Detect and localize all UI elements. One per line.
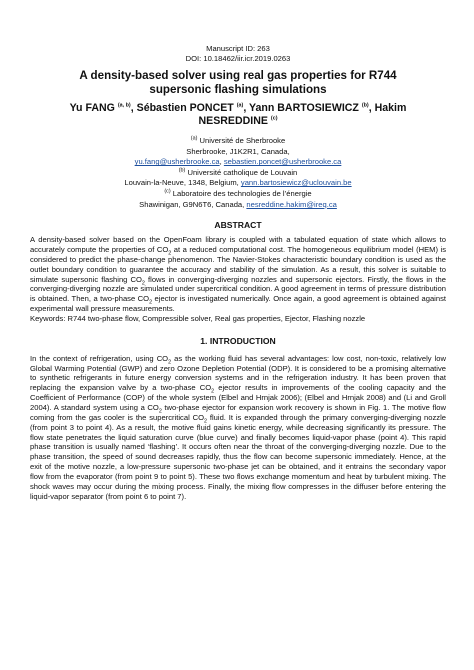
email-link[interactable]: yu.fang@usherbrooke.ca: [134, 157, 220, 167]
author-name: Yu FANG: [69, 102, 115, 114]
email-link[interactable]: yann.bartosiewicz@uclouvain.be: [240, 178, 352, 188]
manuscript-id: Manuscript ID: 263: [206, 44, 270, 53]
affiliation-c-name: $^{(c)}$ Laboratoire des technologies de l’énergie: [164, 188, 312, 198]
email-link[interactable]: sebastien.poncet@usherbrooke.ca: [223, 157, 342, 167]
affiliation-a-name: $^{(a)}$ Université de Sherbrooke: [190, 135, 286, 145]
subscript: 2: [168, 359, 172, 366]
affiliation-mark: (a): [190, 135, 198, 142]
subscript: 2: [149, 299, 153, 306]
subscript: 2: [141, 280, 145, 287]
affiliation-mark: (b): [178, 167, 186, 174]
title-line-1: A density-based solver using real gas properties for R744: [79, 69, 397, 82]
author-name: Yann BARTOSIEWICZ: [249, 102, 359, 114]
subscript: 2: [168, 250, 172, 257]
email-link[interactable]: nesreddine.hakim@ireq.ca: [246, 199, 337, 209]
author-affil-mark: (b): [361, 102, 369, 109]
title-line-2: supersonic flashing simulations: [149, 83, 327, 96]
author-separator: ,: [368, 102, 375, 114]
affiliation-b-address: Louvain-la-Neuve, 1348, Belgium, yann.bartosiewicz@uclouvain.be: [124, 178, 352, 188]
paper-title: [30, 69, 446, 97]
introduction-heading: 1. INTRODUCTION: [200, 335, 276, 346]
affiliation-c-address: Shawinigan, G9N6T6, Canada, nesreddine.hakim@ireq.ca: [139, 199, 337, 209]
author-affil-mark: (a): [236, 102, 244, 109]
subscript: 2: [211, 388, 215, 395]
affiliation-a-emails: yu.fang@usherbrooke.ca, sebastien.poncet@usherbrooke.ca: [134, 157, 342, 167]
affiliation-b-name: $^{(b)}$ Université catholique de Louvain: [178, 167, 298, 177]
author-separator: ,: [130, 102, 137, 114]
author-line-2: [30, 115, 446, 128]
affiliation-a-address: Sherbrooke, J1K2R1, Canada,: [186, 146, 290, 156]
author-list: [30, 102, 446, 128]
abstract-text: A density-based solver based on the OpenFoam library is coupled with a tabulated equation of state which allows to accurately compute the properties of $CO_2$ at a reduced computational cost. The homogeneous equilibrium model (HEM) is considered to predict the phase-change phenomenon. The Navier-Stokes characteristic boundary condition is used as the outlet boundary condition to guarantee the accuracy and stability of the simulation. As a result, this solver is suitable to simulate supersonic flashing $CO_2$ flows in converging-diverging nozzles and supersonic ejectors. Firstly, the flows in the converging-diverging nozzle are simulated under supercritical condition. A good agreement in terms of pressure distribution is obtained. Then, a two-phase $CO_2$ ejector is investigated numerically. Once again, a good agreement is obtained against experimental wall pressure measurements.: [30, 235, 446, 314]
subscript: 2: [158, 408, 162, 415]
keywords: Keywords: R744 two-phase flow, Compressible solver, Real gas properties, Ejector, Flashing nozzle: [30, 313, 366, 323]
abstract-heading: ABSTRACT: [214, 220, 262, 231]
author-line-1: [30, 102, 446, 115]
author-name: Hakim: [374, 102, 407, 114]
doi: DOI: 10.18462/iir.icr.2019.0263: [185, 54, 291, 63]
author-name: Sébastien PONCET: [136, 102, 234, 114]
introduction-paragraph: In the context of refrigeration, using $CO_2$ as the working fluid has several advantages: low cost, non-toxic, relatively low Global Warming Potential (GWP) and zero Ozone Depletion Potential (ODP). It is considered to be a promising alternative to synthetic refrigerants in future energy conversion systems and in the refrigeration industry. It has been proven that replacing the expansion valve by a two-phase $CO_2$ ejector results in improvements of the cooling capacity and the Coefficient of Performance (COP) of the whole system (Elbel and Hrnjak 2006); (Elbel and Hrnjak 2008) and (Li and Groll 2004). A standard system using a $CO_2$ two-phase ejector for expansion work recovery is shown in Fig. 1. The motive flow coming from the gas cooler is the supercritical $CO_2$ fluid. It is expanded through the primary converging-diverging nozzle (from point 3 to point 4). As a result, the motive fluid gains kinetic energy, while decreasing significantly its pressure. The flow state penetrates the liquid saturation curve (blue curve) and finally becomes liquid-vapor phase (point 4). This rapid phase transition is usually named ‘flashing’. It occurs often near the throat of the converging-diverging nozzle. Due to the phase transition, the speed of sound decreases rapidly, thus the flow can become supersonic immediately. Hence, at the exit of the motive nozzle, a low-pressure supersonic two-phase jet can be obtained, and it entrains the secondary vapor flow from the evaporator (from point 9 to point 5). These two flows exchange momentum and heat by turbulent mixing. The shock waves may occur during the mixing process. Finally, the mixing flow compresses in the diffuser before entering the liquid-vapor separator (from point 6 to point 7).: [30, 353, 446, 501]
affiliation-mark: (c): [164, 188, 171, 195]
subscript: 2: [204, 418, 208, 425]
affiliations: [30, 136, 446, 210]
author-affil-mark: (a, b): [117, 102, 131, 109]
author-affil-mark: (c): [270, 115, 278, 122]
author-name: NESREDDINE: [198, 115, 268, 127]
author-separator: ,: [243, 102, 250, 114]
